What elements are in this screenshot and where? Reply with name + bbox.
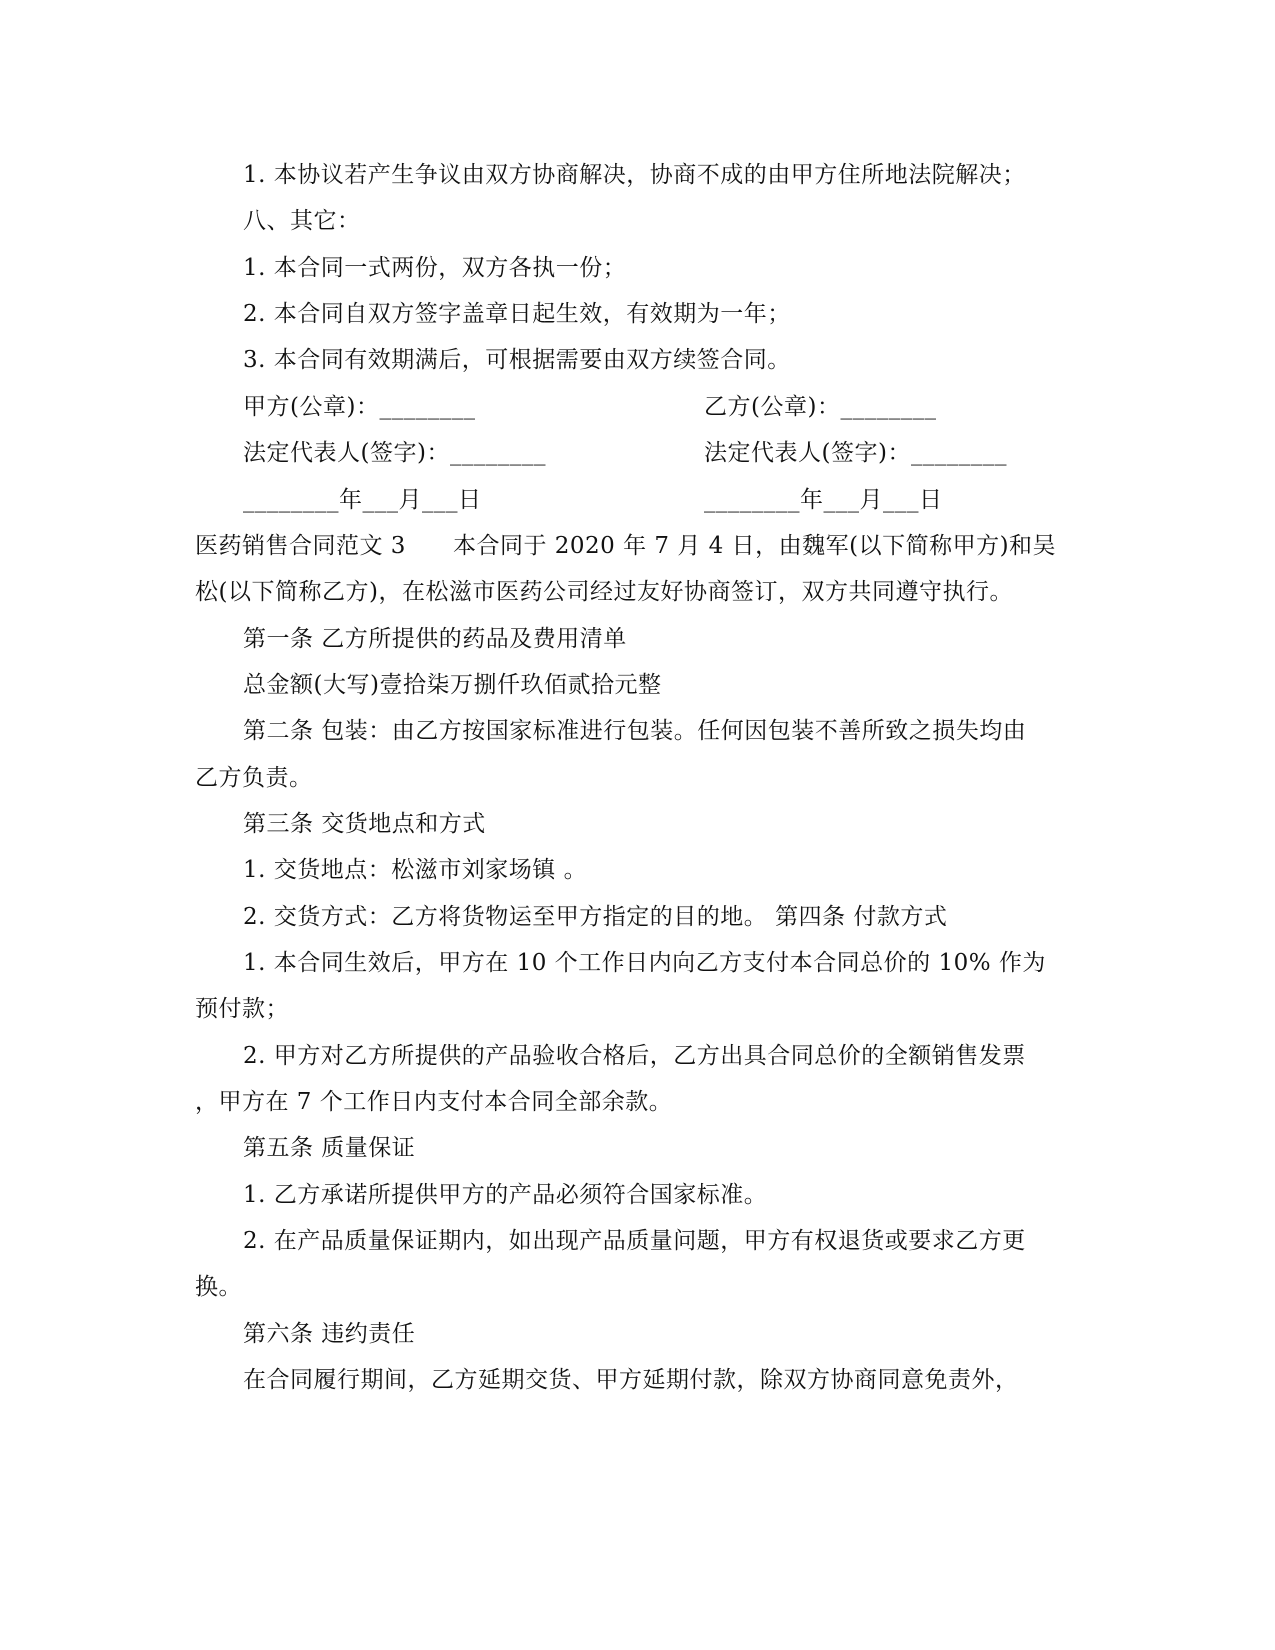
payment-clause-2-continued: ，甲方在 7 个工作日内支付本合同全部余款。 [195,1089,673,1115]
article-2-packaging-continued: 乙方负责。 [195,765,313,791]
party-b-seal-field: 乙方(公章)：________ [704,394,937,420]
delivery-place: 1. 交货地点：松滋市刘家场镇 。 [243,857,588,883]
contract3-heading: 医药销售合同范文 3 本合同于 2020 年 7 月 4 日，由魏军(以下简称甲方)和吴 [195,533,1057,559]
total-amount: 总金额(大写)壹拾柒万捌仟玖佰贰拾元整 [243,672,662,698]
party-b-representative-field: 法定代表人(签字)：________ [704,440,1007,466]
payment-clause-1: 1. 本合同生效后，甲方在 10 个工作日内向乙方支付本合同总价的 10% 作为 [243,950,1046,976]
party-b-date-field: ________年___月___日 [704,487,943,513]
quality-clause-1: 1. 乙方承诺所提供甲方的产品必须符合国家标准。 [243,1182,768,1208]
party-a-date-field: ________年___月___日 [243,487,482,513]
payment-clause-1-continued: 预付款； [195,996,289,1022]
section-eight-heading: 八、其它： [243,208,361,234]
quality-clause-2-continued: 换。 [195,1274,242,1300]
dispute-clause: 1. 本协议若产生争议由双方协商解决，协商不成的由甲方住所地法院解决； [243,162,1026,188]
article-2-packaging: 第二条 包装：由乙方按国家标准进行包装。任何因包装不善所致之损失均由 [243,718,1027,744]
other-clause-2: 2. 本合同自双方签字盖章日起生效，有效期为一年； [243,301,791,327]
delivery-method: 2. 交货方式：乙方将货物运至甲方指定的目的地。 第四条 付款方式 [243,904,948,930]
payment-clause-2: 2. 甲方对乙方所提供的产品验收合格后，乙方出具合同总价的全额销售发票 [243,1043,1026,1069]
contract3-intro-continued: 松(以下简称乙方)，在松滋市医药公司经过友好协商签订，双方共同遵守执行。 [195,579,1013,605]
article-6-heading: 第六条 违约责任 [243,1321,416,1347]
article-3-heading: 第三条 交货地点和方式 [243,811,486,837]
other-clause-3: 3. 本合同有效期满后，可根据需要由双方续签合同。 [243,347,791,373]
party-a-seal-field: 甲方(公章)：________ [243,394,476,420]
article-1-heading: 第一条 乙方所提供的药品及费用清单 [243,626,627,652]
party-a-representative-field: 法定代表人(签字)：________ [243,440,546,466]
article-5-heading: 第五条 质量保证 [243,1135,416,1161]
quality-clause-2: 2. 在产品质量保证期内，如出现产品质量问题，甲方有权退货或要求乙方更 [243,1228,1026,1254]
breach-clause: 在合同履行期间，乙方延期交货、甲方延期付款，除双方协商同意免责外， [243,1367,1019,1393]
other-clause-1: 1. 本合同一式两份，双方各执一份； [243,255,627,281]
